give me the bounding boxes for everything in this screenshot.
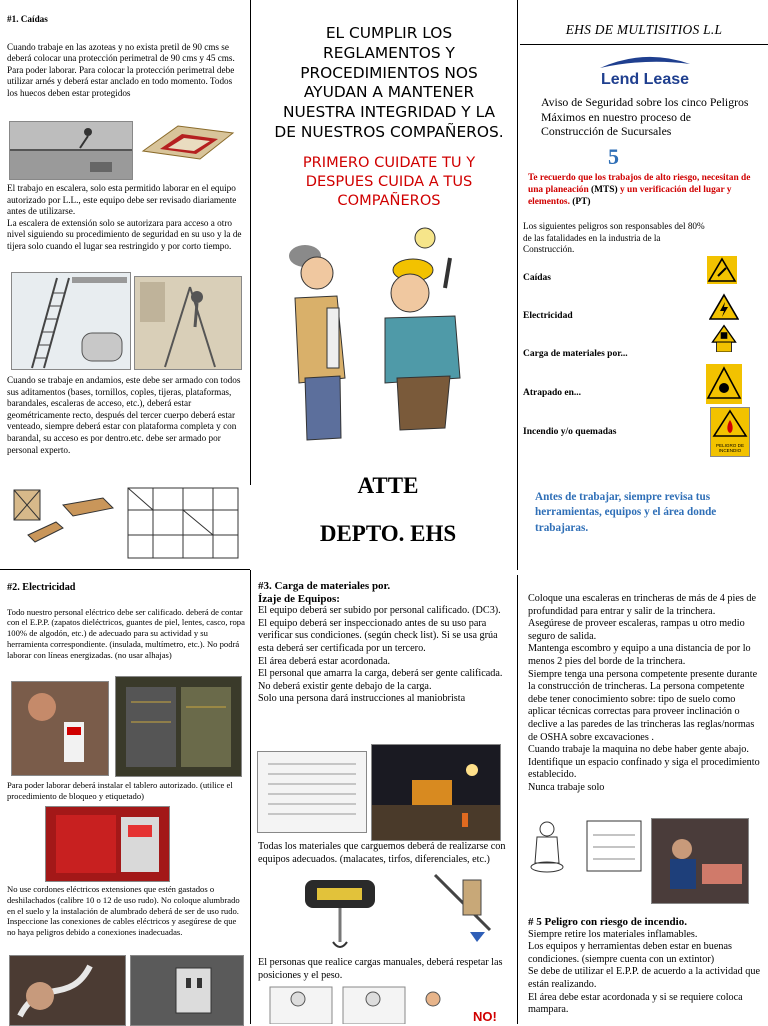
signature-block xyxy=(270,472,506,548)
big-number: 5 xyxy=(608,144,619,169)
manual-load-section xyxy=(258,957,510,982)
fire-sign-label: PELIGRO DE INCENDIO xyxy=(715,443,745,453)
headline-block xyxy=(274,24,504,210)
outlet-image xyxy=(130,955,244,1026)
falls-warning-icon xyxy=(707,256,737,284)
ladder-text: El trabajo en escalera, solo esta permitido laborar en el equipo autorizado por L.L., este equipo debe ser revisado diariamente antes de utilizarse. xyxy=(7,183,237,217)
cords-section xyxy=(7,884,245,938)
checklist-image xyxy=(257,751,367,833)
equipment-section xyxy=(258,841,510,866)
electricity-section xyxy=(7,582,245,661)
trench-machine-text: Cuando trabaje la maquina no debe haber gente abajo. xyxy=(528,744,749,756)
hazard-falls: Caídas xyxy=(523,273,551,283)
fire-warning-icon xyxy=(711,408,749,438)
column-divider-left-lower xyxy=(250,570,251,1024)
roof-edge-illustration xyxy=(10,122,132,179)
never-alone-text: Nunca trabaje solo xyxy=(528,781,605,793)
atte-text: ATTE xyxy=(357,473,419,498)
panel-illustration xyxy=(116,677,241,776)
no-sign: NO! xyxy=(473,1009,497,1024)
lifting-subtitle: Ízaje de Equipos: xyxy=(258,592,340,605)
fatalities-block xyxy=(523,221,708,256)
trench-ladder-text: Coloque una escaleras en trincheras de más de 4 pies de profundidad para entrar y salir de la trinchera. xyxy=(528,593,757,617)
intro-text: Aviso de Seguridad sobre los cinco Peligros Máximos en nuestro proceso de Construcción de Sucursales xyxy=(541,95,749,139)
lift-rigger-text: El personal que amarra la carga, deberá ser gente calificada. xyxy=(258,668,503,680)
manual-load-text: El personas que realice cargas manuales, deberá respetar las posiciones y el peso. xyxy=(258,957,503,981)
fire-section xyxy=(528,916,760,1017)
slogan-text: PRIMERO CUIDATE TU Y DESPUES CUIDA A TUS COMPAÑEROS xyxy=(302,153,476,209)
checklist-illustration xyxy=(258,752,366,832)
electrical-panel-image xyxy=(115,676,242,777)
cord-illustration xyxy=(10,956,125,1025)
reminder-text-b: (MTS) xyxy=(591,185,618,195)
load-warning-icon xyxy=(709,324,739,352)
electrical-ppe-image xyxy=(11,681,109,776)
trench-exit-text: Asegúrese de proveer escaleras, rampas u otro medio seguro de salida. xyxy=(528,618,745,642)
damaged-cord-image xyxy=(9,955,126,1026)
hazard-caught: Atrapado en... xyxy=(523,388,582,398)
trench-competent-text: Siempre tenga una persona competente presente durante la construcción de trincheras. La persona competente debe tener conocimiento sobre: tipo de suelo como aplicar técnicas correctas para proveer inclinación o declive a las paredes de las trincheras las reglas/normas de OSHA sobre excavaciones . xyxy=(528,668,758,743)
reminder-text-a: Te recuerdo que los trabajos de alto riesgo, necesitan de una planeación xyxy=(528,173,751,195)
rescue-image xyxy=(651,818,749,904)
guardrail-illustration xyxy=(138,121,238,161)
electrician-illustration xyxy=(12,682,108,775)
hoist-illustration xyxy=(295,870,505,950)
scaffold-section xyxy=(7,375,245,456)
company-header xyxy=(520,22,768,38)
lift-under-text: No deberá existir gente debajo de la carga. xyxy=(258,680,432,692)
logo-swoosh xyxy=(590,52,700,70)
fire-title: # 5 Peligro con riesgo de incendio. xyxy=(528,916,687,928)
fire-warning-sign xyxy=(710,407,750,457)
panel-text: Para poder laborar deberá instalar el tablero autorizado. (utilice el procedimiento de bloqueo y etiquetado) xyxy=(7,780,233,801)
check-note-block xyxy=(535,490,765,536)
fire-flammables-text: Siempre retire los materiales inflamables. xyxy=(528,928,698,940)
column-divider-right xyxy=(517,0,518,570)
company-name: EHS DE MULTISITIOS L.L xyxy=(565,22,723,37)
hazard-electricity: Electricidad xyxy=(523,311,573,321)
workers-illustration xyxy=(285,218,490,453)
ladder-illustration xyxy=(12,273,130,369)
rescue-illustration xyxy=(652,819,748,903)
ladder-image xyxy=(11,272,131,370)
reminder-text-d: (PT) xyxy=(572,197,591,207)
intro-block xyxy=(541,95,756,139)
crane-night-image xyxy=(371,744,501,841)
reminder-block xyxy=(528,172,758,208)
caught-warning-icon xyxy=(706,364,742,404)
column-divider-right-lower xyxy=(517,575,518,1024)
headline-text: EL CUMPLIR LOS REGLAMENTOS Y PROCEDIMIENTOS NOS AYUDAN A MANTENER NUESTRA INTEGRIDAD Y LA DE NUESTROS COMPAÑEROS. xyxy=(274,24,504,141)
cords-text: No use cordones eléctricos extensiones que estén gastados o deshilachados (calibre 10 o 12 de uso rudo). No coloque alumbrado en el suelo y la instalación de alumbrado deberá de ser de uso rudo. xyxy=(7,884,240,916)
lockout-image xyxy=(45,806,170,882)
lendlease-logo xyxy=(590,52,700,86)
roof-edge-image xyxy=(9,121,133,180)
scaffold-text: Cuando se trabaje en andamios, este debe ser armado con todos sus aditamentos (bases, tornillos, coples, tijeras, plataformas, barandales, escaleras de acceso, etc.), deberá estar geométricamente recto, después del tercer cuerpo deberá estar venteado, siempre deberá estar con plataforma completa y con barandal, su acceso es por dentro.etc. debe ser armado por personal experto. xyxy=(7,375,241,455)
connections-text: Inspeccione las conexiones de cables eléctricos y asegúrese de que no haya peligros debido a conexiones inadecuadas. xyxy=(7,916,237,938)
scaffold-illustration xyxy=(8,480,250,565)
col1-separator xyxy=(0,569,250,570)
fatalities-text: Los siguientes peligros son responsables del 80% de las fatalidades en la industria de la Construcción. xyxy=(523,221,705,255)
outlet-illustration xyxy=(131,956,243,1025)
hazard-fire: Incendio y/o quemadas xyxy=(523,427,617,437)
logo-text: Lend Lease xyxy=(600,71,690,88)
lift-qualified-text: El equipo deberá ser subido por personal calificado. (DC3). xyxy=(258,605,501,617)
hazard-loads: Carga de materiales por... xyxy=(523,349,628,359)
lockout-illustration xyxy=(46,807,169,881)
falls-roof-text: Cuando trabaje en las azoteas y no exista pretil de 90 cms se deberá colocar una protección perimetral de 90 cms y 45 cms. Para poder laborar. Para colocar la protección perimetral debe utilizar arnés y deberá estar anclado en todo momento. Todos los huecos deben estar protegidos xyxy=(7,41,235,98)
lift-inspection-text: El equipo deberá ser inspeccionado antes de su uso para verificar sus condiciones. (según check list). Si se usa grúa esta deberá ser certificada por un tercero. xyxy=(258,617,498,654)
equipment-text: Todas los materiales que carguemos deberá de realizarse con equipos adecuados. (malacates, tirfos, diferenciales, etc.) xyxy=(258,841,506,865)
crane-illustration xyxy=(372,745,500,840)
panel-section xyxy=(7,780,245,802)
fire-ppe-text: Se debe de utilizar el E.P.P. de acuerdo a la actividad que están realizando. xyxy=(528,966,760,990)
stepladder-illustration xyxy=(135,277,241,369)
confined-space-text: Identifique un espacio confinado y siga el procedimiento establecido. xyxy=(528,756,760,781)
trench-section xyxy=(528,593,760,795)
lift-signal-text: Solo una persona dará instrucciones al maniobrista xyxy=(258,693,466,705)
load-title: #3. Carga de materiales por. xyxy=(258,580,391,592)
stepladder-image xyxy=(134,276,242,370)
falls-title: #1. Caídas xyxy=(7,14,48,24)
lift-area-text: El área deberá estar acordonada. xyxy=(258,655,391,667)
guardrail-image xyxy=(138,121,238,161)
manual-lifting-illustration xyxy=(268,985,508,1024)
column-divider-left xyxy=(250,0,251,485)
confined-space-illustration xyxy=(525,815,645,875)
electricity-warning-icon xyxy=(709,293,739,321)
fire-area-text: El área debe estar acordonada y si se requiere coloca mampara. xyxy=(528,991,743,1016)
fire-equipment-text: Los equipos y herramientas deben estar en buenas condiciones. (siempre cuenta con un extintor) xyxy=(528,941,732,965)
electrical-staff-text: Todo nuestro personal eléctrico debe ser calificado. deberá de contar con el E.P.P. (zapatos dieléctricos, guantes de piel, lentes, casco, ropa 100% de algodón, etc.) de adecuado para su actividad y su herramienta correspondiente. (insulada, multímetro, etc.). No podrá laborar con líneas energizadas. (no usar alhajas) xyxy=(7,606,245,660)
falls-section xyxy=(7,14,245,100)
extension-ladder-text: La escalera de extensión solo se autorizara para acceso a otro nivel siguiendo su procedimiento de seguridad en su uso y la de tijera solo cuando el lugar sea restringido y por corto tiempo. xyxy=(7,217,242,251)
check-note-text: Antes de trabajar, siempre revisa tus herramientas, equipos y el área donde trabajaras. xyxy=(535,491,717,534)
load-section xyxy=(258,580,510,706)
trench-distance-text: Mantenga escombro y equipo a una distancia de por lo menos 2 pies del borde de la trinchera. xyxy=(528,643,751,667)
ladder-section xyxy=(7,183,245,253)
department-text: DEPTO. EHS xyxy=(319,521,457,546)
electricity-title: #2. Electricidad xyxy=(7,582,76,593)
reminder-text-c: y un verificación del lugar y elementos. xyxy=(528,185,732,207)
header-rule xyxy=(520,44,768,45)
